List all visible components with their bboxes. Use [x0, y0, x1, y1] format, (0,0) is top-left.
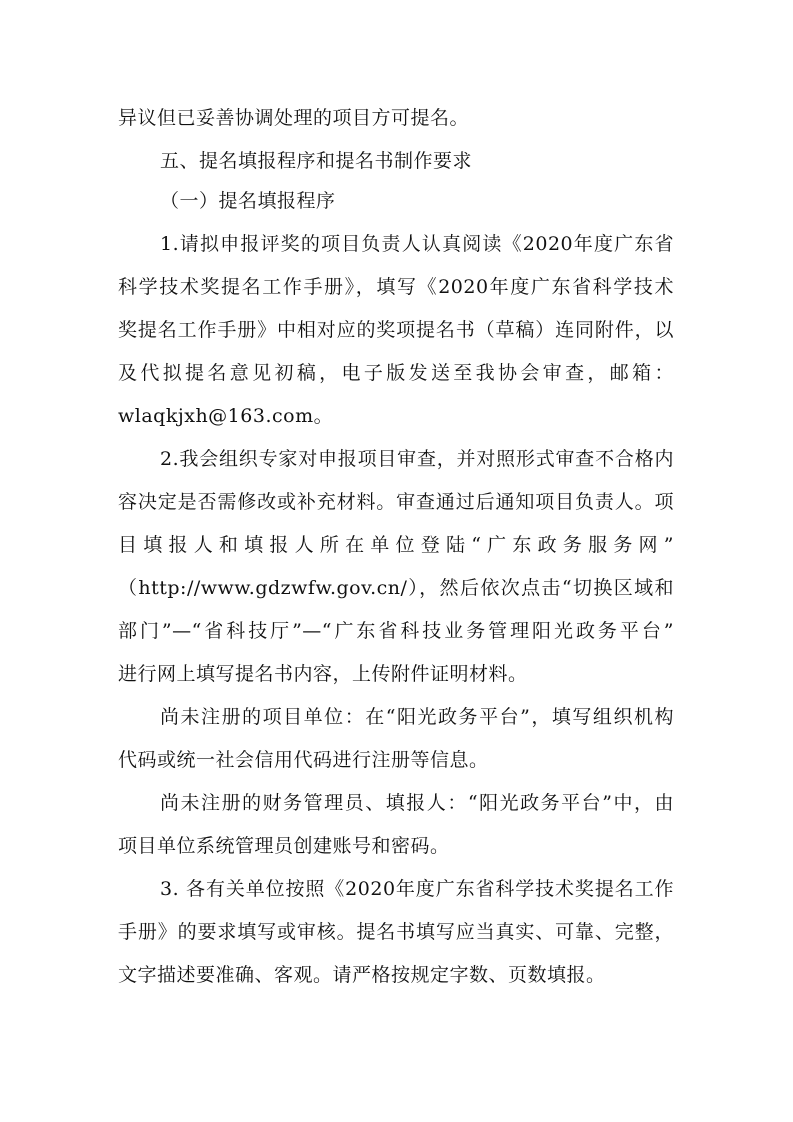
paragraph-line: 手册》的要求填写或审核。提名书填写应当真实、可靠、完整， [118, 921, 674, 943]
paragraph-line: 及代拟提名意见初稿，电子版发送至我协会审查，邮箱： [118, 362, 674, 384]
paragraph-line: 奖提名工作手册》中相对应的奖项提名书（草稿）连同附件，以 [118, 319, 674, 341]
paragraph-line: 尚未注册的项目单位：在“阳光政务平台”，填写组织机构 [160, 706, 674, 728]
paragraph-line: 尚未注册的财务管理员、填报人：“阳光政务平台”中，由 [160, 792, 674, 814]
paragraph-line: 科学技术奖提名工作手册》，填写《2020年度广东省科学技术 [118, 276, 674, 298]
paragraph-line: 3. 各有关单位按照《2020年度广东省科学技术奖提名工作 [160, 878, 674, 900]
paragraph-line: 文字描述要准确、客观。请严格按规定字数、页数填报。 [118, 964, 606, 986]
paragraph-line: 异议但已妥善协调处理的项目方可提名。 [118, 107, 470, 129]
paragraph-line: 进行网上填写提名书内容，上传附件证明材料。 [118, 663, 528, 685]
paragraph-line: 部门”—“省科技厅”—“广东省科技业务管理阳光政务平台” [118, 620, 674, 642]
paragraph-line: 目填报人和填报人所在单位登陆“广东政务服务网” [118, 534, 674, 556]
paragraph-line: 代码或统一社会信用代码进行注册等信息。 [118, 749, 489, 771]
paragraph-line: 项目单位系统管理员创建账号和密码。 [118, 835, 450, 857]
paragraph-line: 1.请拟申报评奖的项目负责人认真阅读《2020年度广东省 [160, 233, 674, 255]
subsection-heading: （一）提名填报程序 [160, 190, 336, 212]
website-url-line: （http://www.gdzwfw.gov.cn/），然后依次点击“切换区域和 [118, 577, 674, 599]
paragraph-line: 容决定是否需修改或补充材料。审查通过后通知项目负责人。项 [118, 491, 674, 513]
paragraph-line: 2.我会组织专家对申报项目审查，并对照形式审查不合格内 [160, 448, 674, 470]
email-address: wlaqkjxh@163.com。 [118, 405, 334, 427]
section-heading: 五、提名填报程序和提名书制作要求 [160, 150, 473, 172]
